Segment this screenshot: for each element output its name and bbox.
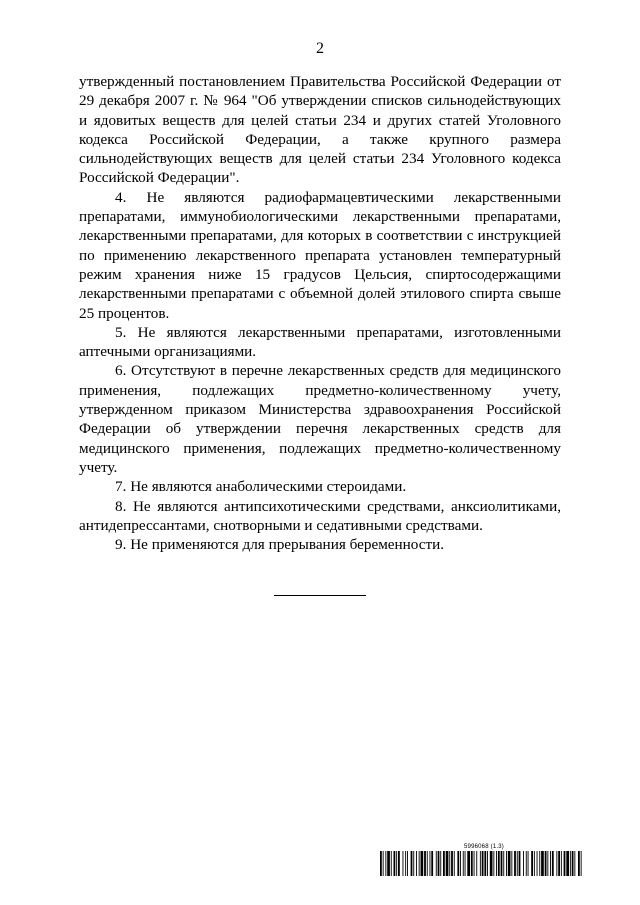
barcode-bar — [387, 851, 390, 876]
barcode-bar — [519, 851, 521, 876]
barcode-bar — [430, 851, 431, 876]
barcode-bar — [480, 851, 481, 876]
barcode-bar — [411, 851, 413, 876]
barcode-bar — [552, 851, 554, 876]
barcode-bar — [541, 851, 544, 876]
barcode-bar — [471, 851, 473, 876]
barcode-bar — [566, 851, 569, 876]
barcode-bar — [436, 851, 437, 876]
barcode-bar — [508, 851, 511, 876]
paragraph-item-5: 5. Не являются лекарственными препаратами, изготовленными аптечными организациями. — [79, 323, 561, 361]
document-code: 5996068 (1.3) — [464, 844, 504, 850]
barcode-bar — [484, 851, 486, 876]
barcode-bar — [440, 851, 441, 876]
barcode-bar — [578, 851, 580, 876]
barcode-bar — [572, 851, 574, 876]
barcode-bar — [539, 851, 540, 876]
document-body — [79, 72, 561, 554]
barcode-bar — [463, 851, 464, 876]
barcode-bar — [581, 851, 582, 876]
barcode-bar — [506, 851, 507, 876]
barcode-bar — [531, 851, 533, 876]
barcode-bar — [427, 851, 428, 876]
barcode-bar — [528, 851, 529, 876]
end-of-text-rule — [274, 595, 366, 596]
barcode-bar — [446, 851, 449, 876]
barcode-bar — [421, 851, 424, 876]
barcode-bar — [523, 851, 524, 876]
barcode-bar — [574, 851, 575, 876]
barcode-bar — [561, 851, 562, 876]
barcode-bar — [474, 851, 475, 876]
barcode-bar — [438, 851, 440, 876]
barcode-bar — [419, 851, 420, 876]
barcode-bar — [564, 851, 566, 876]
page-number: 2 — [316, 40, 324, 57]
barcode-bar — [398, 851, 400, 876]
barcode-bar — [496, 851, 497, 876]
barcode-bar — [556, 851, 557, 876]
barcode-bar — [407, 851, 408, 876]
barcode-bar — [396, 851, 397, 876]
barcode-bar — [517, 851, 518, 876]
barcode-bar — [457, 851, 459, 876]
barcode-bar — [511, 851, 512, 876]
barcode-bar — [482, 851, 484, 876]
barcode-bar — [467, 851, 470, 876]
barcode-bar — [394, 851, 396, 876]
barcode-bar — [487, 851, 488, 876]
barcode-bar — [391, 851, 392, 876]
barcode-bar — [545, 851, 547, 876]
barcode-bar — [558, 851, 560, 876]
barcode-bar — [413, 851, 414, 876]
barcode-bar — [503, 851, 504, 876]
barcode-bar — [431, 851, 433, 876]
barcode-bar — [405, 851, 406, 876]
paragraph-item-4: 4. Не являются радиофармацевтическими лекарственными препаратами, иммунобиологическими лекарственными препаратами, лекарственными препаратами, для которых в соответствии с инструкцией по применению лекарственного препарата установлен температурный режим хранения ниже 15 градусов Цельсия, спиртосодержащими лекарственными препаратами с объемной долей этилового спирта свыше 25 процентов. — [79, 188, 561, 322]
barcode-bar — [526, 851, 527, 876]
barcode-bar — [451, 851, 453, 876]
barcode-bar — [416, 851, 417, 876]
barcode-bar — [385, 851, 386, 876]
barcode-bar — [570, 851, 571, 876]
barcode-bar — [537, 851, 538, 876]
barcode-bar — [501, 851, 503, 876]
barcode-bar — [550, 851, 551, 876]
barcode-bar — [454, 851, 455, 876]
barcode-bar — [449, 851, 450, 876]
paragraph-continuation: утвержденный постановлением Правительства Российской Федерации от 29 декабря 2007 г. № 964 "Об утверждении списков сильнодействующих и ядовитых веществ для целей статьи 234 и других статей Уголовного кодекса Российской Федерации, а также крупного размера сильнодействующих веществ для целей статьи 234 Уголовного кодекса Российской Федерации". — [79, 73, 561, 187]
paragraph-item-6: 6. Отсутствуют в перечне лекарственных средств для медицинского применения, подлежащих предметно-количественному учету, утвержденном приказом Министерства здравоохранения Российской Федерации об утверждении перечня лекарственных средств для медицинского применения, подлежащих предметно-количественному учету. — [79, 362, 561, 476]
barcode-bar — [476, 851, 477, 876]
barcode — [380, 851, 582, 876]
barcode-bar — [443, 851, 445, 876]
barcode-bar — [403, 851, 404, 876]
barcode-bar — [380, 851, 382, 876]
paragraph-item-9: 9. Не применяются для прерывания беременности. — [115, 536, 445, 554]
barcode-bar — [534, 851, 535, 876]
barcode-bar — [490, 851, 493, 876]
barcode-bar — [498, 851, 500, 876]
barcode-bar — [424, 851, 426, 876]
paragraph-item-7: 7. Не являются анаболическими стероидами. — [115, 478, 407, 496]
barcode-bar — [383, 851, 384, 876]
barcode-bar — [493, 851, 494, 876]
barcode-bar — [465, 851, 466, 876]
barcode-bar — [514, 851, 516, 876]
barcode-bar — [547, 851, 548, 876]
paragraph-item-8: 8. Не являются антипсихотическими средствами, анксиолитиками, антидепрессантами, снотворными и седативными средствами. — [79, 497, 561, 534]
barcode-bar — [460, 851, 461, 876]
